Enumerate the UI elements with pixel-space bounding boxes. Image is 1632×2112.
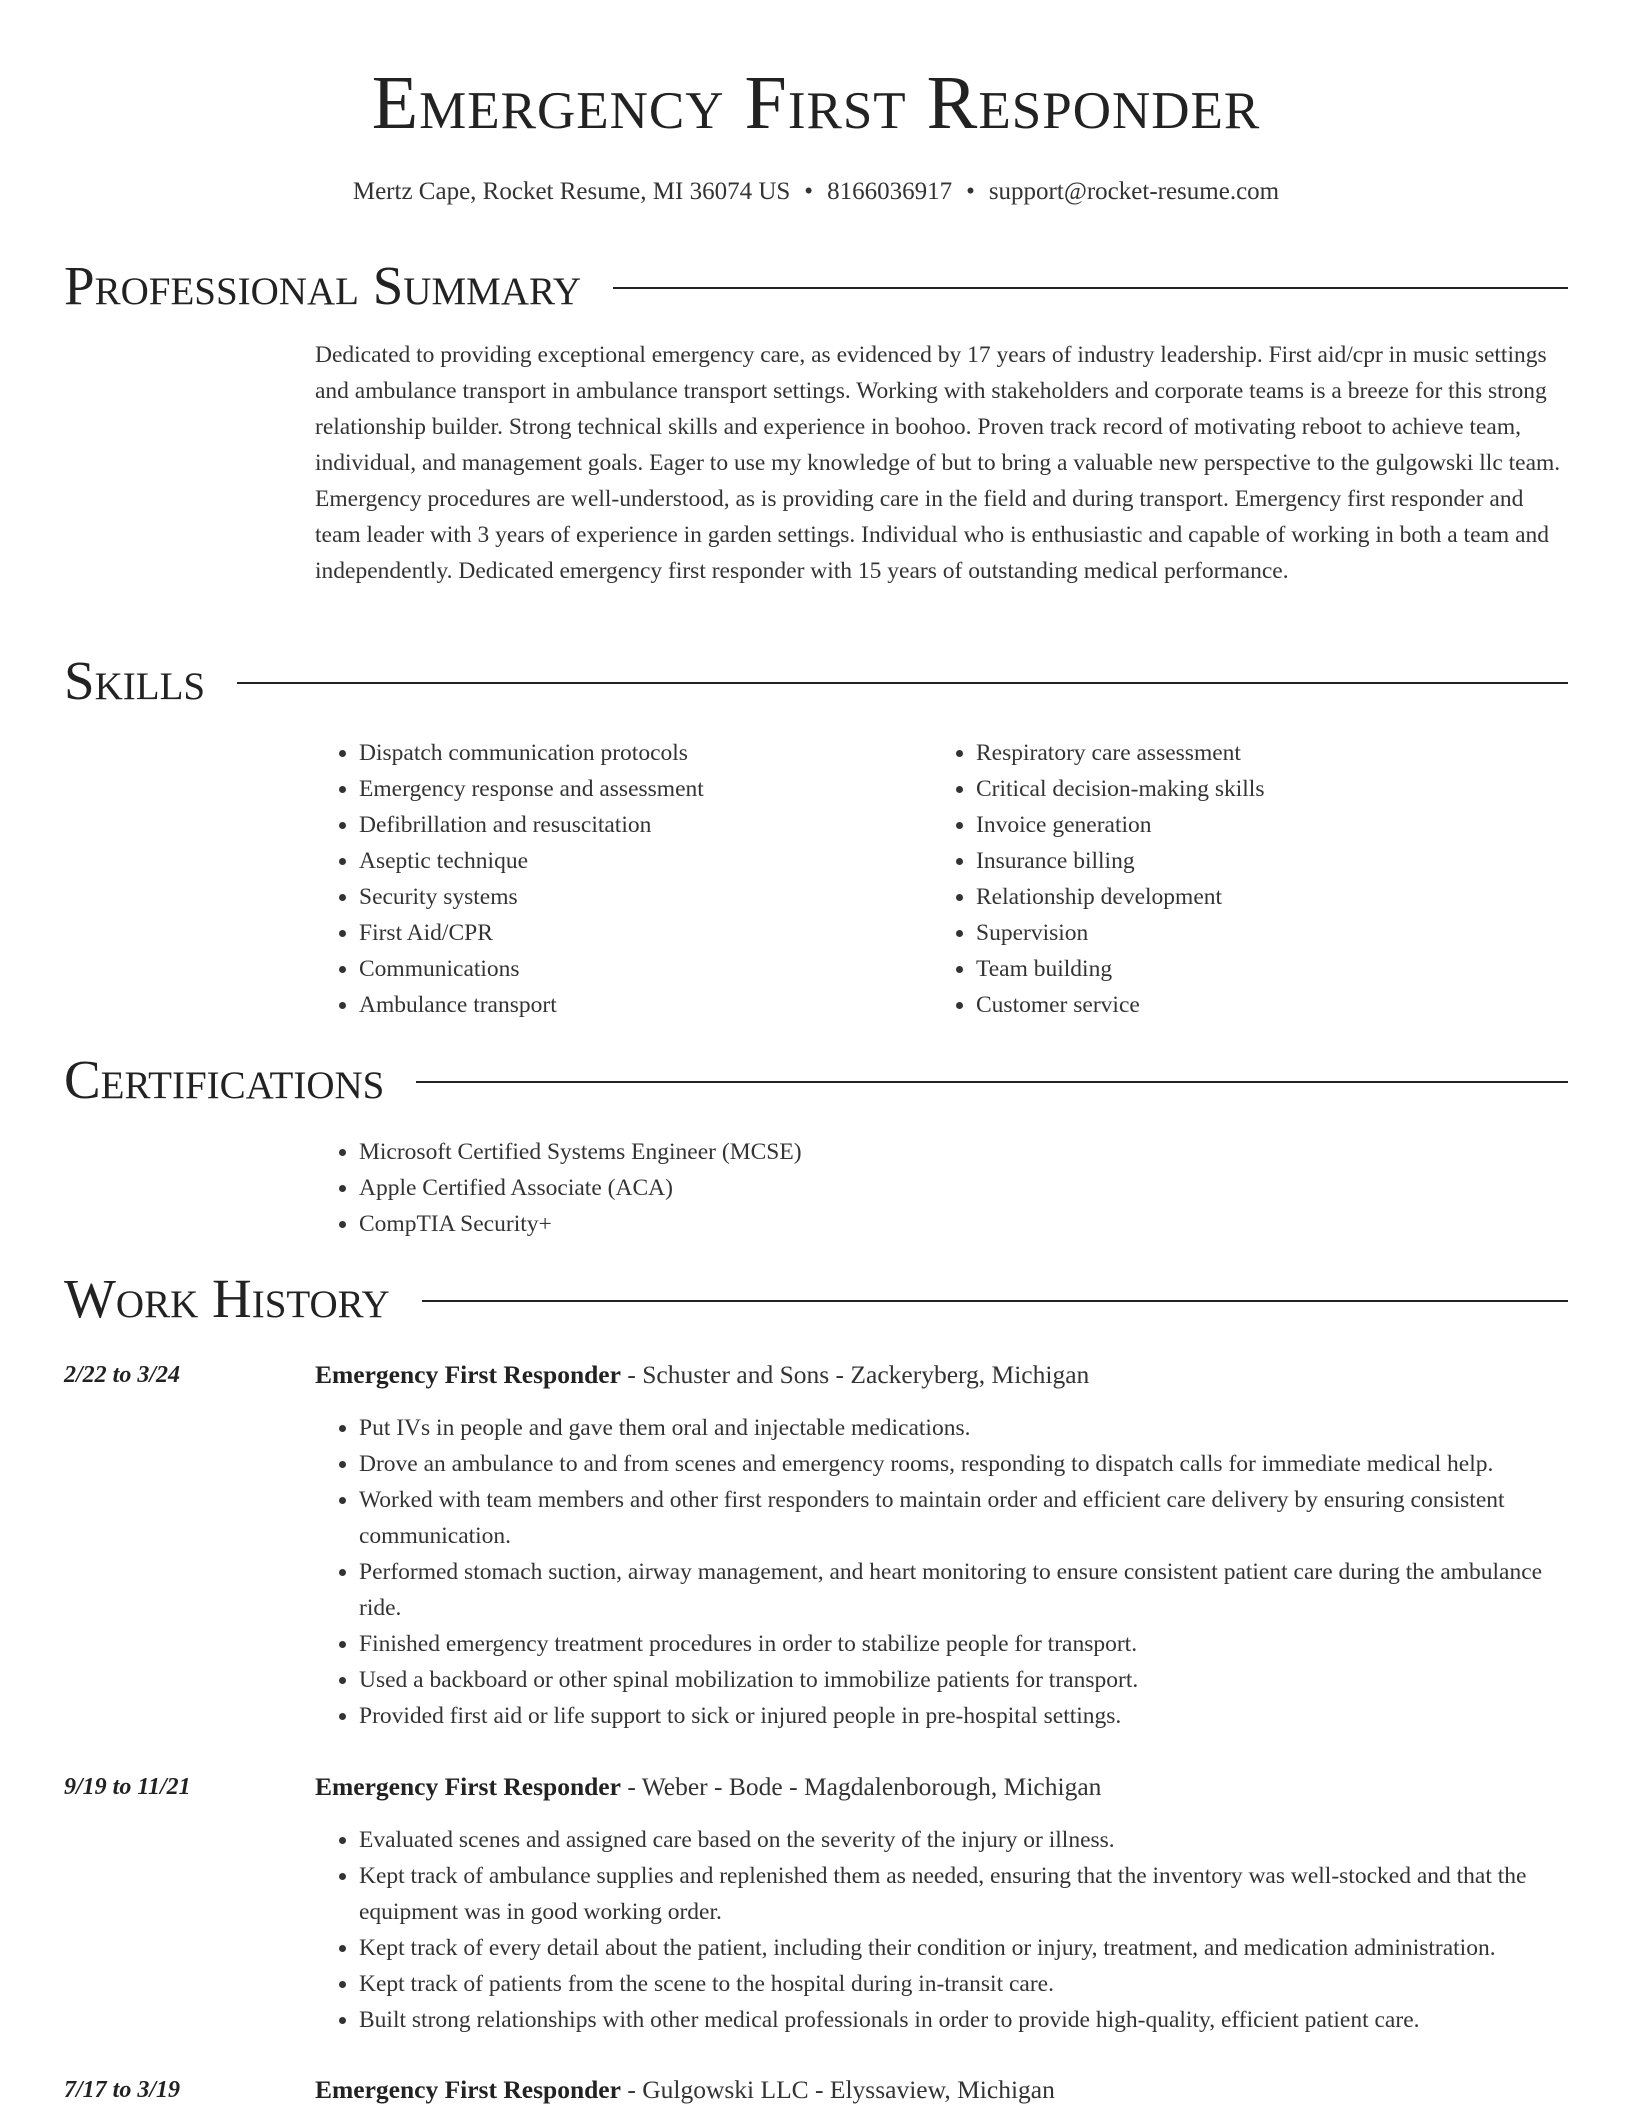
job-bullets [315, 1822, 1570, 2038]
skills-column-right [932, 735, 1552, 1023]
skills-list-right [932, 735, 1552, 1023]
job-employer: - Schuster and Sons - Zackeryberg, Michigan [620, 1360, 1090, 1389]
list-item: • Ambulance transport [359, 987, 925, 1023]
list-item: • Insurance billing [976, 843, 1552, 879]
job-bullets [315, 1410, 1570, 1734]
section-divider [613, 287, 1568, 289]
job-role: Emergency First Responder [315, 1360, 621, 1389]
job-dates: 9/19 to 11/21 [64, 1774, 191, 1800]
list-item: • Built strong relationships with other medical professionals in order to provide high-quality, efficient patient care. [359, 2002, 1570, 2038]
list-item: • Relationship development [976, 879, 1552, 915]
list-item: • Emergency response and assessment [359, 771, 925, 807]
list-item: • Finished emergency treatment procedures in order to stabilize people for transport. [359, 1626, 1570, 1662]
list-item: • Dispatch communication protocols [359, 735, 925, 771]
certifications-block [315, 1134, 1570, 1242]
list-item: • Defibrillation and resuscitation [359, 807, 925, 843]
job-dates: 2/22 to 3/24 [64, 1362, 181, 1388]
contact-phone: 8166036917 [827, 178, 953, 205]
list-item: • Communications [359, 951, 925, 987]
list-item: • Supervision [976, 915, 1552, 951]
section-title-skills: Skills [64, 650, 206, 711]
section-divider [416, 1081, 1568, 1083]
section-header-work-history [64, 1264, 1568, 1334]
section-header-certifications [64, 1045, 1568, 1115]
contact-separator: • [966, 178, 975, 205]
contact-line [0, 175, 1632, 209]
job-bullet-list [315, 1822, 1570, 2038]
list-item: • Invoice generation [976, 807, 1552, 843]
job-employer: - Gulgowski LLC - Elyssaview, Michigan [620, 2075, 1055, 2104]
job-title-line [315, 1357, 1089, 1393]
list-item: • Kept track of ambulance supplies and replenished them as needed, ensuring that the inventory was well-stocked and that the equipment was in good working order. [359, 1858, 1570, 1930]
job-dates: 7/17 to 3/19 [64, 2077, 181, 2103]
section-title-work-history: Work History [64, 1268, 390, 1329]
job-employer: - Weber - Bode - Magdalenborough, Michigan [620, 1772, 1102, 1801]
resume-name: Emergency First Responder [371, 61, 1261, 145]
skills-column-left [315, 735, 925, 1023]
list-item: • Drove an ambulance to and from scenes and emergency rooms, responding to dispatch calls for immediate medical help. [359, 1446, 1570, 1482]
list-item: • Security systems [359, 879, 925, 915]
job-title-line [315, 2072, 1055, 2108]
job-role: Emergency First Responder [315, 2075, 621, 2104]
contact-email: support@rocket-resume.com [988, 178, 1280, 205]
list-item: • CompTIA Security+ [359, 1206, 1570, 1242]
job-bullet-list [315, 1410, 1570, 1734]
skills-list-left [315, 735, 925, 1023]
list-item: • Provided first aid or life support to sick or injured people in pre-hospital settings. [359, 1698, 1570, 1734]
section-divider [237, 682, 1568, 684]
job-role: Emergency First Responder [315, 1772, 621, 1801]
list-item: • Evaluated scenes and assigned care based on the severity of the injury or illness. [359, 1822, 1570, 1858]
list-item: • Team building [976, 951, 1552, 987]
list-item: • Put IVs in people and gave them oral and injectable medications. [359, 1410, 1570, 1446]
list-item: • Kept track of every detail about the patient, including their condition or injury, treatment, and medication administration. [359, 1930, 1570, 1966]
list-item: • Customer service [976, 987, 1552, 1023]
summary-text: Dedicated to providing exceptional emergency care, as evidenced by 17 years of industry leadership. First aid/cpr in music settings and ambulance transport in ambulance transport settings. Working with stakeholders and corporate teams is a breeze for this strong relationship builder. Strong technical skills and experience in boohoo. Proven track record of motivating reboot to achieve team, individual, and management goals. Eager to use my knowledge of but to bring a valuable new perspective to the gulgowski llc team. Emergency procedures are well-understood, as is providing care in the field and during transport. Emergency first responder and team leader with 3 years of experience in garden settings. Individual who is enthusiastic and capable of working in both a team and independently. Dedicated emergency first responder with 15 years of outstanding medical performance. [315, 342, 1561, 584]
list-item: • Kept track of patients from the scene to the hospital during in-transit care. [359, 1966, 1570, 2002]
section-title-certifications: Certifications [64, 1049, 385, 1110]
certifications-list [315, 1134, 1570, 1242]
list-item: • Worked with team members and other first responders to maintain order and efficient care delivery by ensuring consistent communication. [359, 1482, 1570, 1554]
job-title-line [315, 1769, 1101, 1805]
list-item: • Aseptic technique [359, 843, 925, 879]
list-item: • Apple Certified Associate (ACA) [359, 1170, 1570, 1206]
contact-separator: • [804, 178, 814, 205]
section-header-skills [64, 646, 1568, 716]
section-divider [422, 1300, 1568, 1302]
list-item: • Microsoft Certified Systems Engineer (MCSE) [359, 1134, 1570, 1170]
section-header-summary [64, 251, 1568, 321]
list-item: • Used a backboard or other spinal mobilization to immobilize patients for transport. [359, 1662, 1570, 1698]
list-item: • Performed stomach suction, airway management, and heart monitoring to ensure consistent patient care during the ambulance ride. [359, 1554, 1570, 1626]
list-item: • First Aid/CPR [359, 915, 925, 951]
list-item: • Critical decision-making skills [976, 771, 1552, 807]
contact-address: Mertz Cape, Rocket Resume, MI 36074 US [352, 178, 791, 205]
list-item: • Respiratory care assessment [976, 735, 1552, 771]
section-title-summary: Professional Summary [64, 255, 582, 316]
